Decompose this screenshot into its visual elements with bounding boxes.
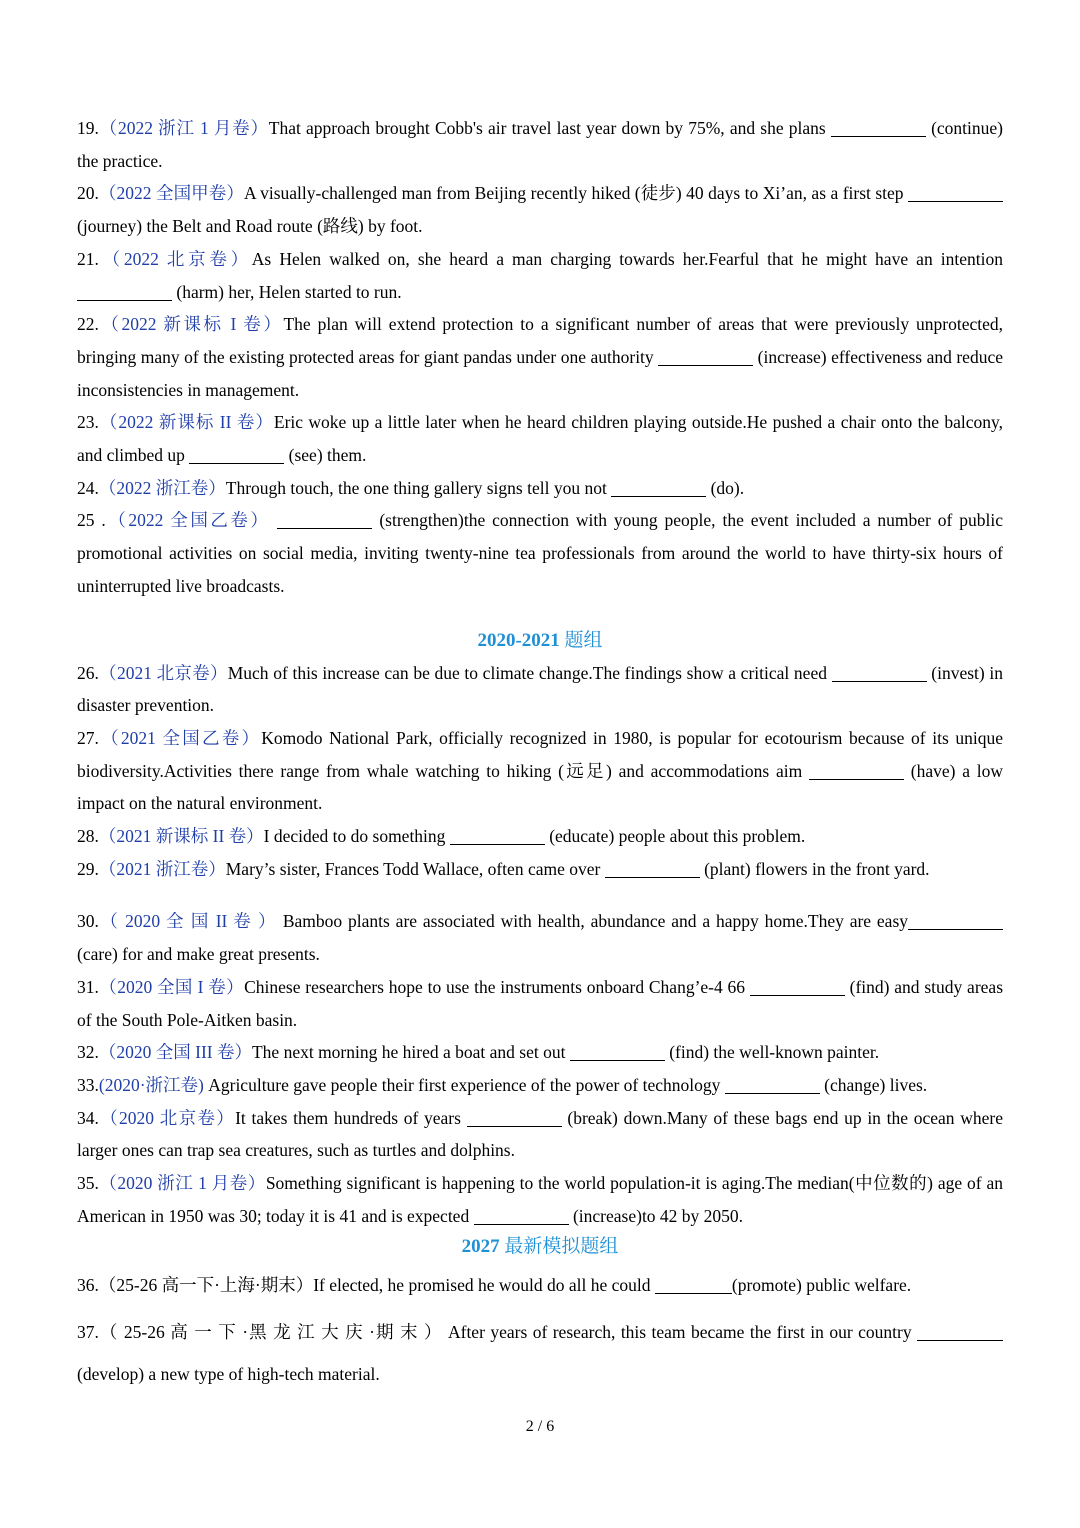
document-page bbox=[77, 112, 1003, 1395]
answer-blank[interactable] bbox=[189, 446, 284, 465]
question-32: 32.（2020 全国 III 卷）The next morning he hired a boat and set out (find) the well-known painter. bbox=[77, 1042, 880, 1063]
answer-blank[interactable] bbox=[917, 1323, 1003, 1342]
question-source: （2021 全国乙卷） bbox=[98, 727, 262, 748]
question-27: 27.（2021 全国乙卷）Komodo National Park, officially recognized in 1980, is popular for ecotourism because of its unique biodiversity.Activities there range from whale watching to hiking (远足) and accommodations aim (have) a low impact on the natural environment. bbox=[77, 727, 1004, 814]
question-35: 35.（2020 浙江 1 月卷）Something significant is happening to the world population-it is aging.The median(中位数的) age of an American in 1950 was 30; today it is 41 and is expected (increase)to 42 by 2050. bbox=[77, 1173, 1004, 1226]
question-source: (2020·浙江卷) bbox=[98, 1074, 204, 1095]
section-heading-2020-2021: 2020-2021 题组 bbox=[477, 629, 603, 651]
question-source: （2022 浙江 1 月卷） bbox=[98, 118, 269, 138]
question-25: 25 .（2022 全国乙卷） (strengthen)the connection with young people, the event included a number of public promotional activities on social media, inviting twenty-nine tea professionals from around the world to have thirty-six hours of uninterrupted live broadcasts. bbox=[77, 510, 1004, 596]
question-24: 24.（2022 浙江卷）Through touch, the one thing gallery signs tell you not (do). bbox=[77, 477, 745, 498]
answer-blank[interactable] bbox=[655, 1275, 732, 1294]
answer-blank[interactable] bbox=[831, 119, 926, 138]
answer-blank[interactable] bbox=[474, 1206, 569, 1225]
question-source: （2020 浙江 1 月卷） bbox=[98, 1173, 266, 1194]
question-37: 37.（ 25-26 高 一 下 ·黑 龙 江 大 庆 ·期 末 ） After years of research, this team became the first in our country (develop) a new type of high-tech material. bbox=[77, 1311, 1003, 1395]
answer-blank[interactable] bbox=[450, 827, 545, 846]
question-source: （2022 新课标 I 卷） bbox=[98, 314, 284, 335]
answer-blank[interactable] bbox=[725, 1075, 820, 1094]
answer-blank[interactable] bbox=[77, 282, 172, 301]
question-30: 30.（ 2020 全 国 II 卷 ） Bamboo plants are associated with health, abundance and a happy home.They are easy (care) for and make great presents. bbox=[77, 905, 1003, 970]
answer-blank[interactable] bbox=[750, 977, 845, 996]
question-source: （2020 全国 III 卷） bbox=[98, 1042, 252, 1063]
question-31: 31.（2020 全国 I 卷）Chinese researchers hope to use the instruments onboard Chang’e-4 66 (find) and study areas of the South Pole-Aitken basin. bbox=[77, 976, 1003, 1030]
answer-blank[interactable] bbox=[908, 912, 1003, 931]
question-28: 28.（2021 新课标 II 卷）I decided to do something (educate) people about this problem. bbox=[77, 826, 806, 847]
page-number: 2 / 6 bbox=[525, 1418, 555, 1435]
answer-blank[interactable] bbox=[809, 761, 904, 780]
question-34: 34.（2020 北京卷）It takes them hundreds of years (break) down.Many of these bags end up in the ocean where larger ones can trap sea creatures, such as turtles and dolphins. bbox=[77, 1107, 1003, 1161]
question-26: 26.（2021 北京卷）Much of this increase can be due to climate change.The findings show a critical need (invest) in disaster prevention. bbox=[77, 662, 1004, 716]
answer-blank[interactable] bbox=[611, 478, 706, 497]
answer-blank[interactable] bbox=[605, 859, 700, 878]
question-36: 36.（25-26 高一下·上海·期末）If elected, he promised he would do all he could (promote) public welfare. bbox=[77, 1274, 912, 1295]
question-source: （2021 新课标 II 卷） bbox=[98, 826, 264, 847]
question-20: 20.（2022 全国甲卷）A visually-challenged man from Beijing recently hiked (徒步) 40 days to Xi’an, as a first step (journey) the Belt and Road route (路线) by foot. bbox=[77, 177, 1003, 242]
question-21: 21.（2022 北京卷）As Helen walked on, she heard a man charging towards her.Fearful that he might have an intention (harm) her, Helen started to run. bbox=[77, 248, 1004, 302]
question-source: （2022 新课标 II 卷） bbox=[98, 412, 274, 433]
question-19: 19.（2022 浙江 1 月卷）That approach brought Cobb's air travel last year down by 75%, and she plans (continue) the practice. bbox=[77, 118, 1003, 171]
answer-blank[interactable] bbox=[908, 184, 1003, 203]
question-23: 23.（2022 新课标 II 卷）Eric woke up a little later when he heard children playing outside.He pushed a chair onto the balcony, and climbed up (see) them. bbox=[77, 412, 1003, 466]
question-source: （2022 全国乙卷） bbox=[105, 510, 271, 531]
question-source: （2021 北京卷） bbox=[98, 662, 228, 683]
section-heading-2027: 2027 最新模拟题组 bbox=[461, 1235, 619, 1257]
question-22: 22.（2022 新课标 I 卷）The plan will extend protection to a significant number of areas that were previously unprotected, bringing many of the existing protected areas for giant pandas under one authority (increase) effectiveness and reduce inconsistencies in management. bbox=[77, 314, 1004, 400]
answer-blank[interactable] bbox=[467, 1108, 562, 1127]
question-33: 33.(2020·浙江卷) Agriculture gave people their first experience of the power of technology (change) lives. bbox=[77, 1074, 928, 1095]
question-source: （2020 北京卷） bbox=[98, 1107, 236, 1128]
question-source: （ 25-26 高 一 下 ·黑 龙 江 大 庆 ·期 末 ） bbox=[98, 1322, 443, 1343]
answer-blank[interactable] bbox=[832, 663, 927, 682]
question-source: （2021 浙江卷） bbox=[98, 858, 226, 879]
answer-blank[interactable] bbox=[570, 1043, 665, 1062]
answer-blank[interactable] bbox=[277, 511, 372, 530]
question-source: （2022 北京卷） bbox=[98, 248, 252, 269]
question-source: （2022 浙江卷） bbox=[98, 477, 226, 498]
answer-blank[interactable] bbox=[658, 347, 753, 366]
question-29: 29.（2021 浙江卷）Mary’s sister, Frances Todd Wallace, often came over (plant) flowers in the front yard. bbox=[77, 858, 930, 879]
question-source: （2020 全国 I 卷） bbox=[98, 976, 245, 997]
question-source: （2022 全国甲卷） bbox=[98, 183, 244, 204]
question-source: （ 2020 全 国 II 卷 ） bbox=[98, 911, 278, 932]
question-source: （25-26 高一下·上海·期末） bbox=[98, 1274, 314, 1295]
